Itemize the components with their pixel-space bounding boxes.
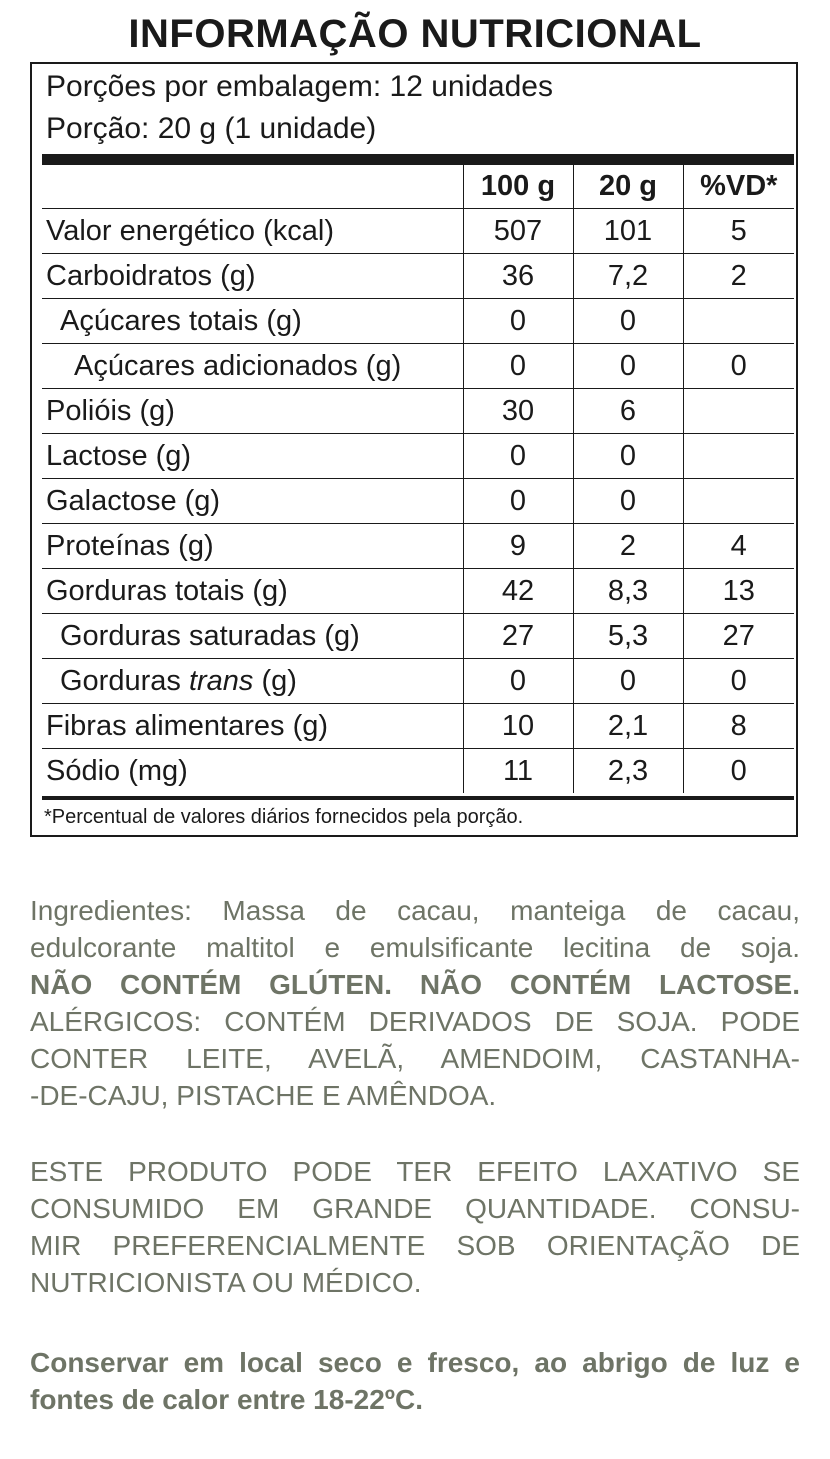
row-label: Gorduras saturadas (g) — [42, 614, 463, 659]
row-value-vd — [683, 479, 794, 524]
row-label: Galactose (g) — [42, 479, 463, 524]
table-row — [42, 659, 794, 704]
row-value-20g: 2,3 — [573, 749, 683, 794]
portion-size: Porção: 20 g (1 unidade) — [46, 112, 377, 145]
storage-instructions — [30, 1344, 800, 1418]
warning-line: NUTRICIONISTA OU MÉDICO. — [30, 1267, 422, 1298]
footnote: *Percentual de valores diários fornecidos pela porção. — [44, 806, 524, 828]
table-row — [42, 434, 794, 479]
row-label: Fibras alimentares (g) — [42, 704, 463, 749]
table-row — [42, 479, 794, 524]
row-value-vd: 4 — [683, 524, 794, 569]
row-value-100g: 0 — [463, 479, 573, 524]
table-row — [42, 389, 794, 434]
servings-per-package: Porções por embalagem: 12 unidades — [46, 70, 553, 103]
row-value-20g: 0 — [573, 659, 683, 704]
table-header-row — [42, 165, 794, 209]
header-nutrient — [42, 165, 463, 209]
row-label-pre: Gorduras — [60, 664, 189, 697]
ingredients-line: Ingredientes: Massa de cacau, manteiga de cacau, — [30, 895, 800, 926]
row-value-100g: 30 — [463, 389, 573, 434]
row-label-italic: trans — [188, 664, 254, 697]
row-label: Açúcares totais (g) — [42, 299, 463, 344]
gluten-lactose-notice — [30, 966, 800, 1003]
table-row — [42, 569, 794, 614]
row-value-20g: 0 — [573, 299, 683, 344]
row-value-vd: 0 — [683, 749, 794, 794]
row-label: Gorduras totais (g) — [42, 569, 463, 614]
row-value-100g: 11 — [463, 749, 573, 794]
row-label: Proteínas (g) — [42, 524, 463, 569]
row-value-100g: 0 — [463, 434, 573, 479]
warning-line: MIR PREFERENCIALMENTE SOB ORIENTAÇÃO DE — [30, 1230, 800, 1261]
row-value-20g: 8,3 — [573, 569, 683, 614]
table-row — [42, 524, 794, 569]
storage-line: Conservar em local seco e fresco, ao abrigo de luz e — [30, 1347, 800, 1378]
allergens-line: CONTER LEITE, AVELÃ, AMENDOIM, CASTANHA- — [30, 1043, 800, 1074]
bottom-divider — [42, 796, 794, 800]
table-row — [42, 299, 794, 344]
row-value-vd — [683, 434, 794, 479]
row-value-vd: 27 — [683, 614, 794, 659]
gluten-notice-line: NÃO CONTÉM GLÚTEN. NÃO CONTÉM LACTOSE. — [30, 969, 800, 1000]
laxative-warning — [30, 1153, 800, 1301]
row-value-20g: 101 — [573, 209, 683, 254]
row-value-20g: 2,1 — [573, 704, 683, 749]
row-value-vd — [683, 299, 794, 344]
row-value-vd: 2 — [683, 254, 794, 299]
thick-divider — [42, 154, 794, 165]
allergens-text — [30, 1003, 800, 1114]
table-row — [42, 614, 794, 659]
row-label: Lactose (g) — [42, 434, 463, 479]
nutrition-table — [42, 165, 794, 793]
ingredients-text — [30, 892, 800, 966]
row-value-100g: 0 — [463, 299, 573, 344]
row-value-vd: 13 — [683, 569, 794, 614]
table-row — [42, 254, 794, 299]
row-value-vd: 5 — [683, 209, 794, 254]
nutrition-facts-panel — [30, 62, 798, 837]
row-value-100g: 10 — [463, 704, 573, 749]
row-label: Valor energético (kcal) — [42, 209, 463, 254]
row-value-100g: 0 — [463, 659, 573, 704]
row-value-20g: 0 — [573, 344, 683, 389]
row-value-100g: 36 — [463, 254, 573, 299]
row-value-vd: 8 — [683, 704, 794, 749]
row-value-vd: 0 — [683, 344, 794, 389]
row-value-vd: 0 — [683, 659, 794, 704]
ingredients-line: edulcorante maltitol e emulsificante lecitina de soja. — [30, 932, 800, 963]
warning-line: ESTE PRODUTO PODE TER EFEITO LAXATIVO SE — [30, 1156, 800, 1187]
row-value-20g: 0 — [573, 434, 683, 479]
row-value-vd — [683, 389, 794, 434]
row-value-20g: 5,3 — [573, 614, 683, 659]
table-row — [42, 344, 794, 389]
allergens-line: -DE-CAJU, PISTACHE E AMÊNDOA. — [30, 1080, 497, 1111]
row-label: Açúcares adicionados (g) — [42, 344, 463, 389]
row-value-100g: 507 — [463, 209, 573, 254]
row-value-100g: 27 — [463, 614, 573, 659]
table-row — [42, 209, 794, 254]
row-value-100g: 0 — [463, 344, 573, 389]
table-row — [42, 704, 794, 749]
row-value-20g: 2 — [573, 524, 683, 569]
page-title: INFORMAÇÃO NUTRICIONAL — [128, 12, 702, 56]
row-value-20g: 6 — [573, 389, 683, 434]
row-label — [42, 659, 463, 704]
row-label: Polióis (g) — [42, 389, 463, 434]
header-100g: 100 g — [463, 165, 573, 209]
header-vd: %VD* — [683, 165, 794, 209]
header-20g: 20 g — [573, 165, 683, 209]
row-label-post: (g) — [253, 664, 297, 697]
allergens-line: ALÉRGICOS: CONTÉM DERIVADOS DE SOJA. PODE — [30, 1006, 800, 1037]
table-row — [42, 749, 794, 794]
row-label: Sódio (mg) — [46, 754, 188, 787]
row-label: Carboidratos (g) — [42, 254, 463, 299]
row-value-20g: 7,2 — [573, 254, 683, 299]
storage-line: fontes de calor entre 18-22ºC. — [30, 1384, 424, 1415]
row-value-100g: 42 — [463, 569, 573, 614]
warning-line: CONSUMIDO EM GRANDE QUANTIDADE. CONSU- — [30, 1193, 800, 1224]
row-value-100g: 9 — [463, 524, 573, 569]
row-value-20g: 0 — [573, 479, 683, 524]
